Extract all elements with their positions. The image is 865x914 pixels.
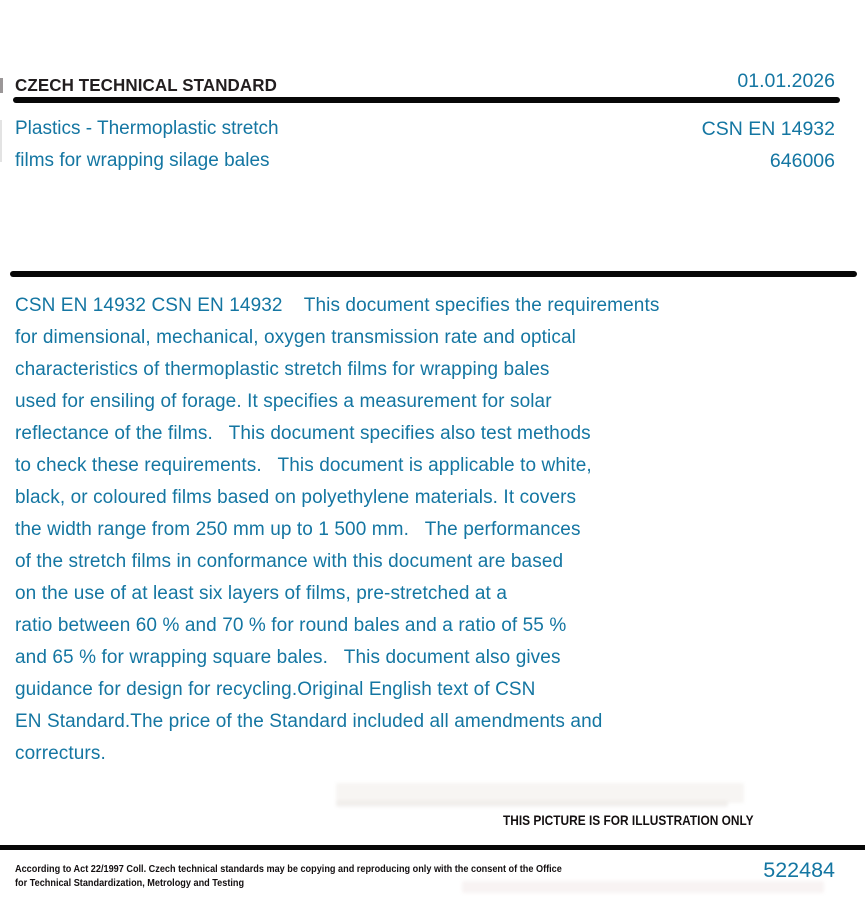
standard-title [15,113,279,177]
standard-catalog-class: 646006 [769,150,835,172]
abstract-line: the width range from 250 mm up to 1 500 mm. The performances [15,519,581,540]
copyright-legal-line: According to Act 22/1997 Coll. Czech technical standards may be copying and reproducing only with the consent of the Office [15,863,562,875]
copyright-legal-text [15,862,562,890]
cropped-glyph-artifact [0,78,3,93]
standard-codes [702,113,835,177]
abstract-line: EN Standard.The price of the Standard included all amendments and [15,711,603,732]
header-divider-rule [13,97,840,103]
cropped-glyph-artifact [0,120,2,162]
abstract-line: for dimensional, mechanical, oxygen transmission rate and optical [15,327,576,348]
abstract-line: used for ensiling of forage. It specifies a measurement for solar [15,391,552,412]
abstract-line: guidance for design for recycling.Original English text of CSN [15,679,536,700]
illustration-only-notice: THIS PICTURE IS FOR ILLUSTRATION ONLY [503,812,754,828]
footer-divider-rule [0,845,865,850]
effective-date: 01.01.2026 [737,70,835,92]
standard-type-heading: CZECH TECHNICAL STANDARD [15,75,277,95]
abstract-line: characteristics of thermoplastic stretch films for wrapping bales [15,359,550,380]
catalog-number: 522484 [763,858,835,882]
faded-watermark-artifact [336,801,728,807]
abstract-line: of the stretch films in conformance with this document are based [15,551,564,572]
standard-designation: CSN EN 14932 [701,118,835,140]
abstract-line: and 65 % for wrapping square bales. This document also gives [15,647,561,668]
abstract-line: correcturs. [15,743,106,764]
abstract-line: reflectance of the films. This document specifies also test methods [15,423,591,444]
standard-title-line: Plastics - Thermoplastic stretch [15,118,279,139]
abstract-line: on the use of at least six layers of films, pre-stretched at a [15,583,507,604]
faded-watermark-artifact [336,783,744,803]
abstract-line: black, or coloured films based on polyethylene materials. It covers [15,487,577,508]
abstract-line: to check these requirements. This document is applicable to white, [15,455,592,476]
standard-abstract [15,290,659,770]
abstract-line: CSN EN 14932 CSN EN 14932 This document specifies the requirements [15,295,660,316]
abstract-divider-rule [10,271,857,277]
abstract-line: ratio between 60 % and 70 % for round bales and a ratio of 55 % [15,615,567,636]
copyright-legal-line: for Technical Standardization, Metrology and Testing [15,877,245,889]
standard-title-line: films for wrapping silage bales [15,150,270,171]
